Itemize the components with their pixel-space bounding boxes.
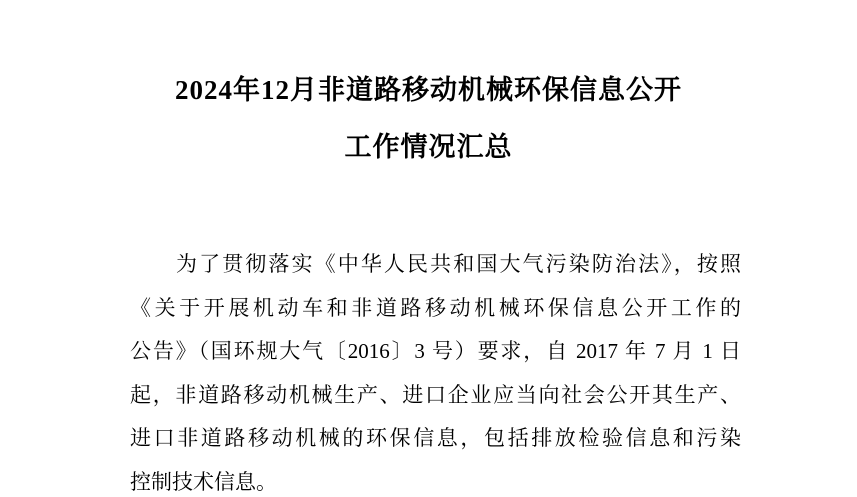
document-title-line-2: 工作情况汇总 (344, 132, 513, 162)
document-paragraph (130, 243, 741, 497)
paragraph-line: 进口非道路移动机械的环保信息，包括排放检验信息和污染 (130, 426, 741, 450)
paragraph-line: 控制技术信息。 (130, 469, 277, 494)
paragraph-line: 《关于开展机动车和非道路移动机械环保信息公开工作的 (130, 295, 741, 320)
document-title-line-1: 2024年12月非道路移动机械环保信息公开 (175, 75, 682, 105)
document-title (0, 0, 857, 176)
paragraph-line: 为了贯彻落实《中华人民共和国大气污染防治法》，按照 (176, 252, 741, 276)
paragraph-line: 公告》（国环规大气〔2016〕3 号）要求，自 2017 年 7 月 1 日 (130, 339, 741, 363)
paragraph-line: 起，非道路移动机械生产、进口企业应当向社会公开其生产、 (130, 382, 741, 407)
